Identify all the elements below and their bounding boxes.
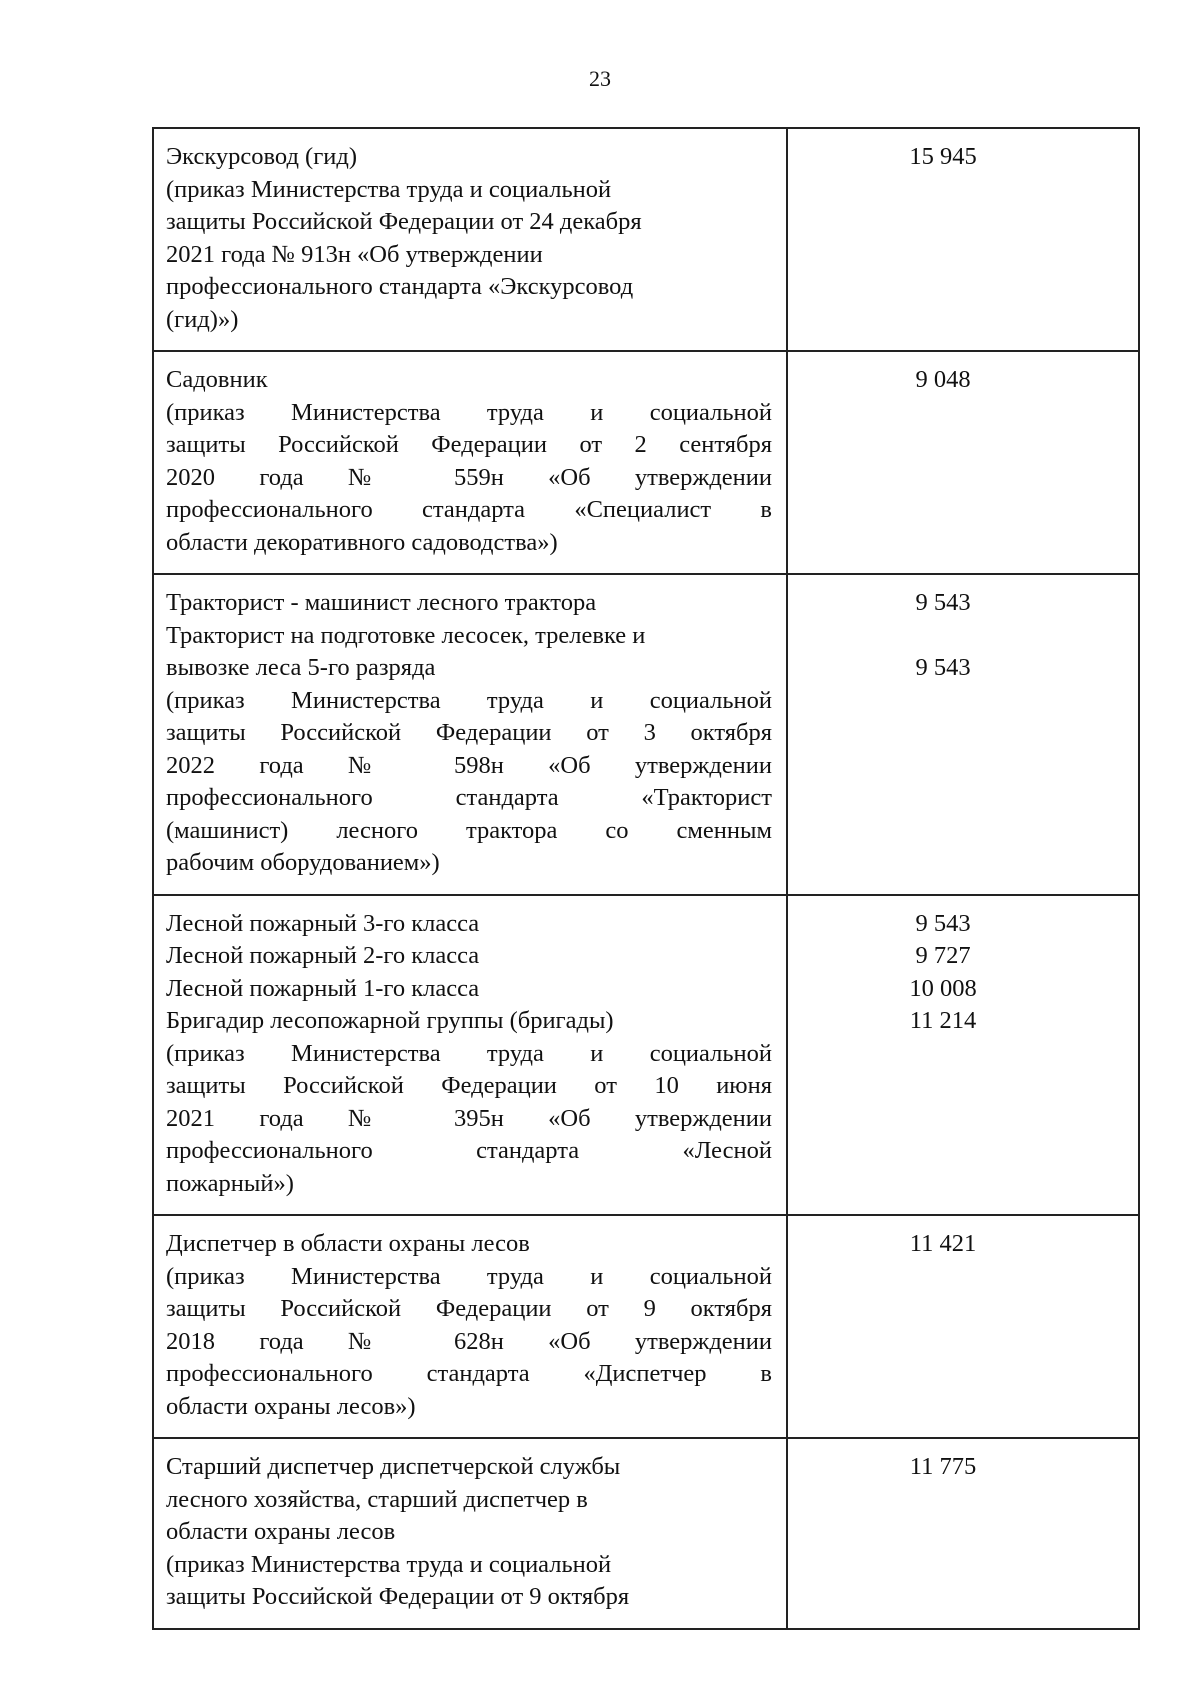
salary-value: 11 775 [909, 1453, 977, 1480]
salary-value: 9 543 [915, 909, 971, 937]
salary-cell [787, 895, 1139, 1216]
position-cell [153, 128, 787, 351]
wage-table-body [153, 128, 1139, 1629]
salary-value: 9 727 [915, 942, 971, 969]
position-text-line: 2018 года № 628н «Об утверждении [166, 1327, 772, 1355]
position-text-line: профессионального стандарта «Диспетчер в [166, 1360, 772, 1387]
position-cell [153, 1215, 787, 1438]
position-text-line: 2021 года № 395н «Об утверждении [166, 1104, 772, 1132]
position-text-line: Диспетчер в области охраны лесов [166, 1230, 530, 1257]
salary-value: 9 048 [915, 366, 971, 393]
salary-value: 9 543 [915, 589, 971, 616]
salary-value: 11 214 [909, 1007, 977, 1034]
position-cell [153, 895, 787, 1216]
wage-table [152, 127, 1140, 1630]
position-text-line: (приказ Министерства труда и социальной [166, 686, 772, 714]
position-text-line: (машинист) лесного трактора со сменным [166, 816, 772, 844]
position-text-line: области охраны лесов [166, 1518, 396, 1545]
position-text-line: рабочим оборудованием») [166, 849, 440, 876]
position-text-line: (приказ Министерства труда и социальной [166, 1039, 772, 1067]
position-text-line: профессионального стандарта «Лесной [166, 1137, 772, 1164]
position-text-line: 2022 года № 598н «Об утверждении [166, 751, 772, 779]
position-text-line: Тракторист - машинист лесного трактора [166, 589, 597, 616]
position-text-line: (приказ Министерства труда и социальной [166, 175, 612, 203]
position-text-line: (приказ Министерства труда и социальной [166, 1262, 772, 1290]
position-text-line: Садовник [166, 366, 268, 393]
position-text-line: профессионального стандарта «Экскурсовод [166, 273, 634, 300]
position-text-line: Лесной пожарный 1-го класса [166, 974, 480, 1002]
position-text-line: вывозке леса 5-го разряда [166, 654, 436, 681]
salary-cell [787, 574, 1139, 895]
table-row [153, 895, 1139, 1216]
salary-value: 15 945 [909, 143, 977, 170]
table-row [153, 1438, 1139, 1629]
position-text-line: Лесной пожарный 2-го класса [166, 942, 480, 969]
spacer [788, 620, 1138, 653]
salary-value: 9 543 [915, 654, 971, 681]
position-text-line: защиты Российской Федерации от 24 декабря [166, 208, 642, 235]
position-cell [153, 574, 787, 895]
position-text-line: защиты Российской Федерации от 9 октября [166, 1583, 630, 1610]
table-row [153, 128, 1139, 351]
position-text-line: области декоративного садоводства») [166, 528, 558, 556]
salary-value: 10 008 [909, 974, 977, 1002]
position-text-line: защиты Российской Федерации от 9 октября [166, 1295, 772, 1322]
table-row [153, 574, 1139, 895]
position-text-line: Тракторист на подготовке лесосек, трелевке и [166, 621, 646, 649]
position-text-line: защиты Российской Федерации от 3 октября [166, 719, 772, 746]
position-text-line: профессионального стандарта «Специалист в [166, 496, 772, 523]
position-text-line: (приказ Министерства труда и социальной [166, 1550, 612, 1578]
table-row [153, 351, 1139, 574]
position-text-line: 2021 года № 913н «Об утверждении [166, 240, 543, 268]
page-number: 23 [589, 66, 611, 91]
position-text-line: пожарный») [166, 1169, 294, 1197]
position-text-line: (гид)») [166, 305, 239, 333]
position-text-line: защиты Российской Федерации от 10 июня [166, 1072, 772, 1099]
position-cell [153, 1438, 787, 1629]
salary-cell [787, 1215, 1139, 1438]
position-text-line: Бригадир лесопожарной группы (бригады) [166, 1007, 614, 1034]
position-text-line: (приказ Министерства труда и социальной [166, 398, 772, 426]
position-text-line: Лесной пожарный 3-го класса [166, 909, 480, 937]
position-text-line: Старший диспетчер диспетчерской службы [166, 1453, 621, 1480]
position-text-line: профессионального стандарта «Тракторист [166, 784, 772, 811]
position-cell [153, 351, 787, 574]
salary-cell [787, 351, 1139, 574]
table-row [153, 1215, 1139, 1438]
position-text-line: области охраны лесов») [166, 1392, 416, 1420]
position-text-line: 2020 года № 559н «Об утверждении [166, 463, 772, 491]
position-text-line: лесного хозяйства, старший диспетчер в [166, 1485, 588, 1513]
salary-cell [787, 1438, 1139, 1629]
position-text-line: Экскурсовод (гид) [166, 143, 357, 170]
salary-value: 11 421 [909, 1230, 977, 1257]
salary-cell [787, 128, 1139, 351]
position-text-line: защиты Российской Федерации от 2 сентября [166, 431, 772, 458]
